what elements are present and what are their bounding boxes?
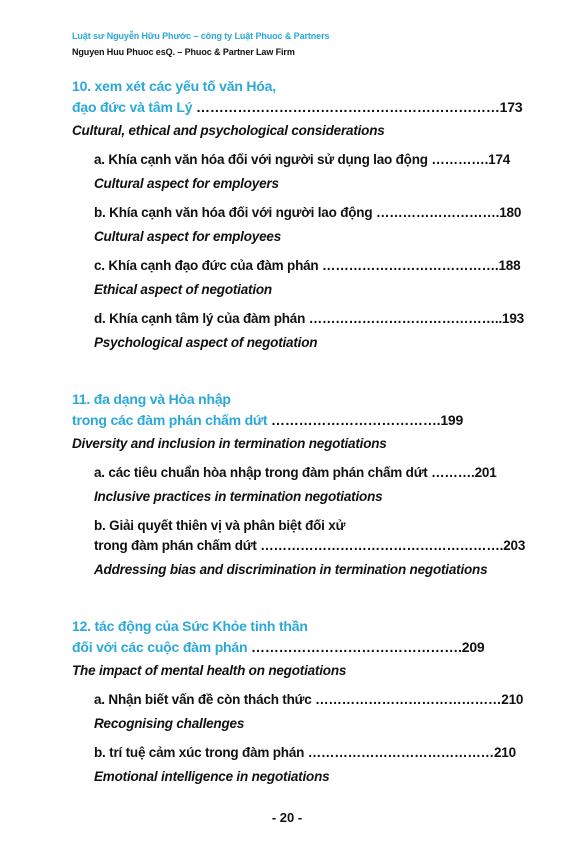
item-english: Recognising challenges bbox=[94, 716, 245, 731]
toc-item: d. Khía cạnh tâm lý của đàm phán ……………………………………..193 Psychological aspect of negotiation bbox=[94, 309, 532, 352]
toc-item: b. Giải quyết thiên vị và phân biệt đối xử trong đàm phán chấm dứt ……………………………………………….203 Addressing bias and discrimination in termination negotiations bbox=[94, 516, 532, 579]
item-english: Addressing bias and discrimination in termination negotiations bbox=[94, 562, 488, 577]
page-footer-number: - 20 - bbox=[271, 810, 303, 825]
toc-section-10 bbox=[72, 76, 532, 352]
item-english: Ethical aspect of negotiation bbox=[94, 282, 272, 297]
toc-item: a. Khía cạnh văn hóa đối với người sử dụng lao động ………….174 Cultural aspect for employers bbox=[94, 150, 532, 193]
page-number: 210 bbox=[501, 692, 524, 707]
page-number: 174 bbox=[488, 152, 511, 167]
page-number: 193 bbox=[502, 311, 524, 326]
item-english: Cultural aspect for employers bbox=[94, 176, 279, 191]
toc-item: b. Khía cạnh văn hóa đối với người lao động ……………………….180 Cultural aspect for employees bbox=[94, 203, 532, 246]
toc-item: c. Khía cạnh đạo đức của đàm phán ………………………………….188 Ethical aspect of negotiation bbox=[94, 256, 532, 299]
running-header bbox=[72, 30, 329, 58]
section-english-title: Cultural, ethical and psychological considerations bbox=[72, 123, 385, 138]
section-english-title: The impact of mental health on negotiations bbox=[72, 663, 347, 678]
item-english: Emotional intelligence in negotiations bbox=[94, 769, 330, 784]
header-line-vietnamese: Luật sư Nguyễn Hữu Phước – công ty Luật Phuoc & Partners bbox=[72, 31, 330, 41]
page-number: 209 bbox=[461, 639, 485, 655]
page-number: 199 bbox=[440, 412, 464, 428]
section-title: 12. tác động của Sức Khỏe tinh thần đối với các cuộc đàm phán ……………………………………….209 bbox=[72, 618, 485, 655]
item-english: Psychological aspect of negotiation bbox=[94, 335, 318, 350]
page-number: 210 bbox=[493, 745, 516, 760]
page-number: 180 bbox=[499, 205, 522, 220]
header-line-english: Nguyen Huu Phuoc esQ. – Phuoc & Partner Law Firm bbox=[72, 47, 295, 57]
toc-item: b. trí tuệ cảm xúc trong đàm phán ……………………………………210 Emotional intelligence in negotiations bbox=[94, 743, 532, 786]
toc-item: a. Nhận biết vấn đề còn thách thức ……………………………………210 Recognising challenges bbox=[94, 690, 532, 733]
section-english-title: Diversity and inclusion in termination negotiations bbox=[72, 436, 387, 451]
section-title: 10. xem xét các yếu tố văn Hóa, đạo đức và tâm Lý …………………………………………………………173 bbox=[72, 78, 523, 115]
page-number: 188 bbox=[498, 258, 521, 273]
page-number: 173 bbox=[499, 99, 523, 115]
section-title: 11. đa dạng và Hòa nhập trong các đàm phán chấm dứt ……………………………….199 bbox=[72, 391, 464, 428]
item-english: Inclusive practices in termination negotiations bbox=[94, 489, 383, 504]
page-number: 203 bbox=[503, 538, 526, 553]
page-number: 201 bbox=[474, 465, 497, 480]
item-english: Cultural aspect for employees bbox=[94, 229, 282, 244]
toc-section-12 bbox=[72, 616, 532, 786]
toc-item: a. các tiêu chuẩn hòa nhập trong đàm phán chấm dứt ……….201 Inclusive practices in termination negotiations bbox=[94, 463, 532, 506]
toc-section-11 bbox=[72, 389, 532, 579]
